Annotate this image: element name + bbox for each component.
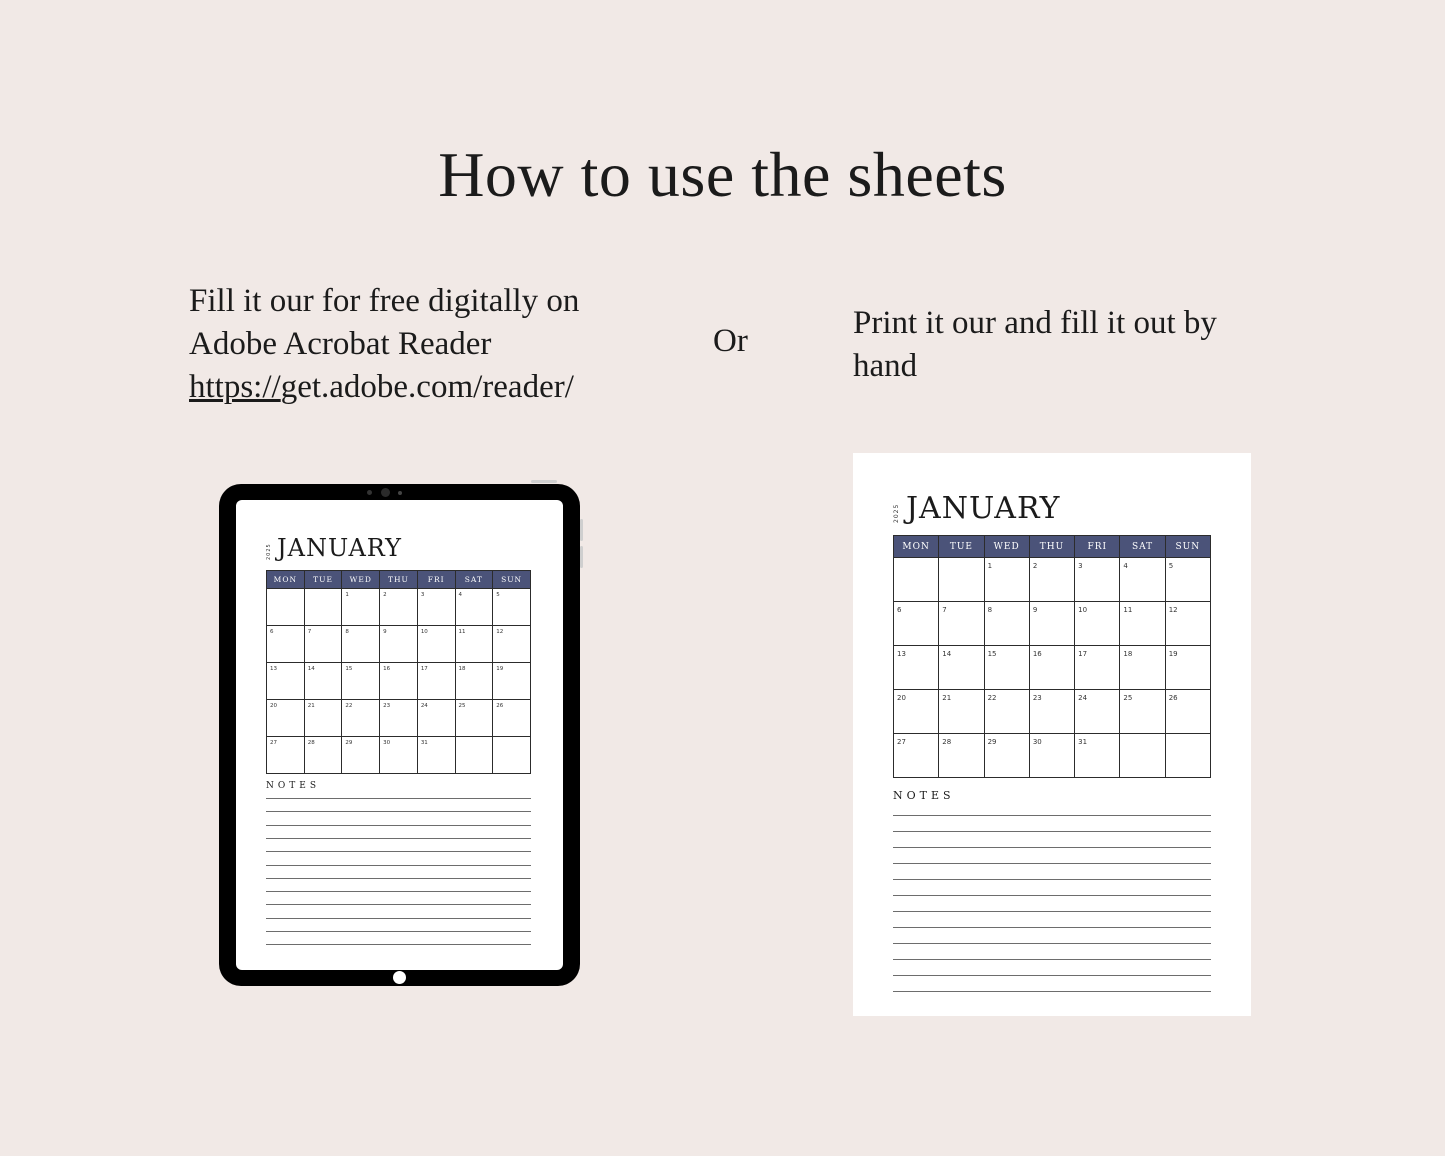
weekday-header: WED	[342, 571, 380, 589]
tablet-home-button	[393, 971, 406, 984]
calendar-day-number: 28	[942, 738, 952, 746]
calendar-day-number: 27	[270, 740, 277, 746]
calendar-day-cell[interactable]	[417, 700, 455, 737]
calendar-day-cell	[1165, 734, 1210, 778]
calendar-day-number: 25	[458, 703, 466, 709]
calendar-day-number	[1166, 734, 1210, 738]
print-option-text	[853, 302, 1263, 388]
calendar-day-cell[interactable]	[267, 663, 305, 700]
calendar-day-number: 4	[1123, 562, 1128, 570]
calendar-day-number: 16	[383, 666, 391, 672]
calendar-day-number: 18	[1123, 650, 1133, 658]
calendar-day-cell[interactable]	[380, 663, 418, 700]
calendar-week-row	[267, 737, 531, 774]
calendar-day-cell	[1165, 690, 1210, 734]
calendar-day-cell	[1075, 646, 1120, 690]
calendar-day-number	[456, 737, 493, 740]
note-line	[266, 865, 531, 866]
note-line	[266, 944, 531, 945]
calendar-day-cell	[1075, 558, 1120, 602]
calendar-day-number: 8	[987, 606, 993, 614]
calendar-day-number: 10	[1078, 606, 1088, 614]
calendar-day-number	[1120, 734, 1164, 738]
calendar-grid	[893, 535, 1211, 778]
calendar-day-number: 5	[1168, 562, 1174, 570]
tablet-volume-up-button	[580, 519, 583, 541]
note-line	[266, 825, 531, 826]
weekday-header: WED	[984, 536, 1029, 558]
note-line	[266, 918, 531, 919]
weekday-header: TUE	[939, 536, 984, 558]
calendar-day-cell[interactable]	[380, 700, 418, 737]
calendar-day-cell	[1029, 690, 1074, 734]
calendar-day-number: 23	[1032, 694, 1042, 702]
calendar-day-number: 29	[987, 738, 997, 746]
calendar-day-number: 1	[345, 592, 349, 598]
calendar-day-number: 26	[496, 703, 504, 709]
weekday-header: MON	[267, 571, 305, 589]
calendar-day-number: 5	[496, 592, 500, 598]
calendar-day-cell	[1075, 602, 1120, 646]
calendar-day-number: 3	[1078, 562, 1083, 570]
weekday-header: FRI	[1075, 536, 1120, 558]
printed-sheet	[853, 453, 1251, 1016]
calendar-day-number: 14	[942, 650, 952, 658]
calendar-day-cell	[1029, 602, 1074, 646]
tablet-mockup	[219, 484, 580, 986]
calendar-day-cell	[939, 734, 984, 778]
note-line	[893, 879, 1211, 880]
calendar-day-cell[interactable]	[304, 626, 342, 663]
calendar-day-cell[interactable]	[455, 626, 493, 663]
calendar-day-number: 10	[420, 629, 428, 635]
calendar-day-number: 19	[496, 666, 504, 672]
note-line	[893, 831, 1211, 832]
calendar-day-cell[interactable]	[342, 626, 380, 663]
weekday-header: TUE	[304, 571, 342, 589]
calendar-day-number: 28	[307, 740, 315, 746]
calendar-day-cell	[984, 646, 1029, 690]
calendar-day-number: 11	[458, 629, 466, 635]
digital-option-line2: Adobe Acrobat Reader	[189, 326, 492, 362]
calendar-day-number: 27	[897, 738, 906, 746]
calendar-year: 2025	[266, 543, 272, 560]
weekday-header-row	[894, 536, 1211, 558]
calendar-day-number	[267, 589, 304, 592]
calendar-day-number: 24	[1078, 694, 1088, 702]
calendar-day-cell	[894, 646, 939, 690]
calendar-day-number: 17	[420, 666, 428, 672]
calendar-day-cell	[1075, 690, 1120, 734]
calendar-day-number: 12	[496, 629, 504, 635]
note-line	[893, 863, 1211, 864]
calendar-day-number: 11	[1123, 606, 1133, 614]
calendar-day-number: 22	[987, 694, 997, 702]
calendar-week-row	[267, 700, 531, 737]
note-line	[893, 927, 1211, 928]
calendar-day-cell	[1120, 646, 1165, 690]
calendar-day-cell[interactable]	[304, 700, 342, 737]
print-option-line1: Print it our and fill it out by	[853, 305, 1217, 341]
calendar-day-number: 4	[458, 592, 463, 598]
calendar-day-cell[interactable]	[267, 626, 305, 663]
calendar-day-number: 19	[1168, 650, 1178, 658]
note-line	[266, 838, 531, 839]
calendar-day-cell	[894, 690, 939, 734]
note-line	[893, 959, 1211, 960]
calendar-day-cell	[894, 734, 939, 778]
calendar-day-cell[interactable]	[455, 700, 493, 737]
calendar-day-number: 22	[345, 703, 353, 709]
tablet-sensor	[367, 490, 372, 495]
calendar-day-cell	[939, 646, 984, 690]
calendar-day-cell	[1165, 646, 1210, 690]
calendar-day-cell	[894, 558, 939, 602]
calendar-week-row	[267, 626, 531, 663]
weekday-header: THU	[380, 571, 418, 589]
calendar-day-cell[interactable]	[342, 663, 380, 700]
calendar-day-cell	[1075, 734, 1120, 778]
calendar-day-cell[interactable]	[417, 589, 455, 626]
calendar-day-number: 1	[987, 562, 993, 570]
calendar-week-row	[894, 646, 1211, 690]
calendar-day-number: 25	[1123, 694, 1133, 702]
note-line	[266, 798, 531, 799]
calendar-day-number: 18	[458, 666, 466, 672]
calendar-day-cell[interactable]	[455, 589, 493, 626]
calendar-day-number: 17	[1078, 650, 1088, 658]
weekday-header: THU	[1029, 536, 1074, 558]
digital-option-line1: Fill it our for free digitally on	[189, 283, 580, 319]
calendar-day-number: 31	[1078, 738, 1088, 746]
calendar-day-number: 16	[1032, 650, 1042, 658]
calendar-day-cell	[939, 558, 984, 602]
calendar-week-row	[894, 690, 1211, 734]
calendar-day-number	[894, 558, 938, 562]
calendar-day-cell	[1029, 558, 1074, 602]
calendar-day-number: 23	[383, 703, 391, 709]
weekday-header: SUN	[1165, 536, 1210, 558]
calendar-day-number: 26	[1168, 694, 1178, 702]
calendar-day-cell[interactable]	[304, 589, 342, 626]
notes-label: NOTES	[893, 789, 955, 802]
calendar-day-cell[interactable]	[493, 737, 531, 774]
calendar-day-number: 13	[270, 666, 277, 672]
calendar-day-cell[interactable]	[342, 700, 380, 737]
note-line	[893, 815, 1211, 816]
calendar-week-row	[267, 663, 531, 700]
note-line	[266, 878, 531, 879]
tablet-flash	[398, 491, 402, 495]
note-line	[266, 851, 531, 852]
calendar-day-number	[939, 558, 983, 562]
calendar-day-number: 30	[383, 740, 391, 746]
calendar-day-cell	[984, 734, 1029, 778]
or-separator: Or	[713, 323, 748, 359]
calendar-day-cell[interactable]	[267, 737, 305, 774]
calendar-day-cell[interactable]	[304, 663, 342, 700]
tablet-top-button	[531, 480, 557, 483]
calendar-week-row	[267, 589, 531, 626]
calendar-day-number: 15	[345, 666, 353, 672]
calendar-day-number: 8	[345, 629, 349, 635]
weekday-header: SAT	[1120, 536, 1165, 558]
calendar-day-cell[interactable]	[493, 663, 531, 700]
calendar-day-cell[interactable]	[417, 737, 455, 774]
calendar-day-cell	[939, 602, 984, 646]
calendar-day-number: 31	[420, 740, 428, 746]
calendar-day-number: 15	[987, 650, 997, 658]
calendar-day-cell[interactable]	[342, 589, 380, 626]
calendar-day-cell[interactable]	[380, 626, 418, 663]
weekday-header-row	[267, 571, 531, 589]
calendar-week-row	[894, 734, 1211, 778]
reader-url-link[interactable]	[189, 366, 629, 409]
calendar-day-cell[interactable]	[380, 589, 418, 626]
calendar-day-cell[interactable]	[380, 737, 418, 774]
note-line	[893, 847, 1211, 848]
calendar-day-number	[305, 589, 342, 592]
print-option-line2: hand	[853, 348, 918, 384]
calendar-day-cell	[1029, 646, 1074, 690]
calendar-day-number: 9	[1032, 606, 1038, 614]
calendar-day-cell[interactable]	[493, 589, 531, 626]
calendar-day-cell	[1120, 734, 1165, 778]
calendar-year: 2025	[893, 503, 900, 523]
calendar-day-number: 30	[1032, 738, 1042, 746]
calendar-day-cell	[1120, 690, 1165, 734]
calendar-day-cell[interactable]	[267, 589, 305, 626]
weekday-header: MON	[894, 536, 939, 558]
page-title: How to use the sheets	[438, 139, 1007, 210]
calendar-day-cell	[1029, 734, 1074, 778]
calendar-day-number: 20	[270, 703, 277, 709]
weekday-header: SUN	[493, 571, 531, 589]
calendar-month: JANUARY	[906, 491, 1061, 526]
note-line	[266, 931, 531, 932]
calendar-day-number: 2	[1032, 562, 1038, 570]
calendar-day-number: 24	[420, 703, 428, 709]
note-line	[893, 911, 1211, 912]
note-line	[893, 975, 1211, 976]
calendar-day-number: 2	[383, 592, 387, 598]
calendar-day-cell[interactable]	[417, 626, 455, 663]
calendar-day-cell	[984, 690, 1029, 734]
weekday-header: FRI	[417, 571, 455, 589]
notes-label: NOTES	[266, 781, 320, 791]
calendar-day-cell	[894, 602, 939, 646]
calendar-day-cell	[984, 558, 1029, 602]
tablet-screen	[236, 500, 563, 970]
calendar-day-cell	[1165, 602, 1210, 646]
calendar-week-row	[894, 558, 1211, 602]
calendar-week-row	[894, 602, 1211, 646]
note-line	[266, 891, 531, 892]
calendar-month: JANUARY	[277, 534, 402, 562]
calendar-day-cell[interactable]	[417, 663, 455, 700]
calendar-day-cell	[1165, 558, 1210, 602]
calendar-day-cell	[1120, 558, 1165, 602]
calendar-grid	[266, 570, 531, 774]
calendar-day-number: 12	[1168, 606, 1178, 614]
weekday-header: SAT	[455, 571, 493, 589]
tablet-camera-icon	[381, 488, 390, 497]
calendar-day-number: 13	[897, 650, 906, 658]
calendar-day-number: 6	[270, 629, 274, 635]
calendar-day-cell[interactable]	[455, 737, 493, 774]
calendar-day-number: 14	[307, 666, 315, 672]
calendar-day-cell[interactable]	[493, 700, 531, 737]
note-line	[893, 895, 1211, 896]
calendar-day-number: 29	[345, 740, 353, 746]
calendar-day-cell[interactable]	[342, 737, 380, 774]
calendar-day-cell	[1120, 602, 1165, 646]
calendar-day-cell	[984, 602, 1029, 646]
calendar-day-cell[interactable]	[267, 700, 305, 737]
calendar-day-cell[interactable]	[304, 737, 342, 774]
calendar-day-number: 21	[942, 694, 952, 702]
note-line	[266, 811, 531, 812]
calendar-day-number: 9	[383, 629, 387, 635]
calendar-day-cell[interactable]	[455, 663, 493, 700]
calendar-day-number: 20	[897, 694, 906, 702]
digital-option-text	[189, 280, 629, 409]
calendar-day-number: 3	[420, 592, 425, 598]
calendar-day-number: 21	[307, 703, 315, 709]
calendar-day-number: 7	[942, 606, 947, 614]
tablet-volume-down-button	[580, 546, 583, 568]
reader-url-scheme[interactable]: https://	[189, 369, 281, 405]
calendar-day-number: 7	[307, 629, 312, 635]
calendar-day-number: 6	[897, 606, 902, 614]
note-line	[893, 943, 1211, 944]
note-line	[266, 904, 531, 905]
calendar-day-cell[interactable]	[493, 626, 531, 663]
reader-url-path[interactable]: get.adobe.com/reader/	[280, 369, 574, 405]
calendar-day-cell	[939, 690, 984, 734]
calendar-day-number	[493, 737, 530, 740]
note-line	[893, 991, 1211, 992]
